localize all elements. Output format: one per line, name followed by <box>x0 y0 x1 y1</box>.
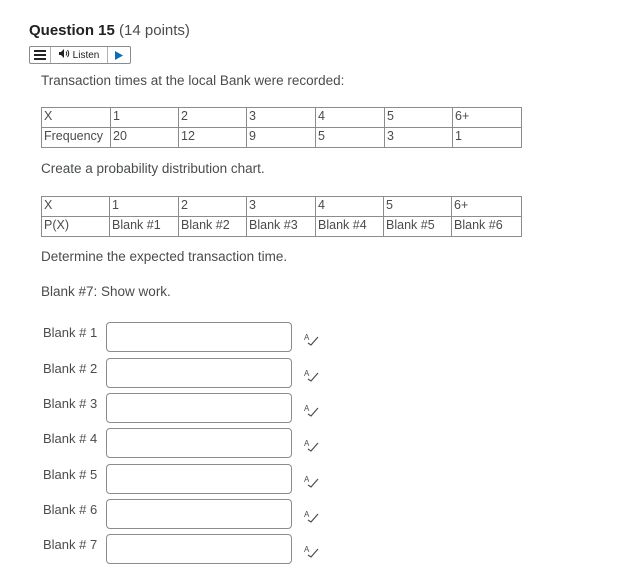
table-cell: 3 <box>385 128 453 148</box>
blank-label-6: Blank # 6 <box>43 502 98 517</box>
listen-toolbar <box>29 46 131 64</box>
spellcheck-icon[interactable] <box>303 438 319 452</box>
spellcheck-icon[interactable] <box>303 332 319 346</box>
table-cell: P(X) <box>42 217 110 237</box>
svg-text:A: A <box>304 510 310 519</box>
table-cell: 4 <box>316 108 385 128</box>
table-cell: Blank #5 <box>384 217 452 237</box>
svg-text:A: A <box>304 439 310 448</box>
instruction-show-work: Blank #7: Show work. <box>41 284 171 299</box>
blank-label-4: Blank # 4 <box>43 431 98 446</box>
table-cell: 20 <box>111 128 179 148</box>
probability-table <box>41 196 522 237</box>
table-cell: 6+ <box>453 108 522 128</box>
table-cell: Frequency <box>42 128 111 148</box>
instruction-distribution: Create a probability distribution chart. <box>41 161 265 176</box>
table-cell: 1 <box>110 197 179 217</box>
table-cell: 9 <box>247 128 316 148</box>
spellcheck-icon[interactable] <box>303 403 319 417</box>
question-points: (14 points) <box>119 22 190 39</box>
instruction-expected: Determine the expected transaction time. <box>41 249 288 264</box>
frequency-table <box>41 107 522 148</box>
table-cell: Blank #4 <box>316 217 384 237</box>
svg-text:A: A <box>304 545 310 554</box>
table-cell: X <box>42 108 111 128</box>
table-cell: 4 <box>316 197 384 217</box>
spellcheck-icon[interactable] <box>303 368 319 382</box>
table-cell: X <box>42 197 110 217</box>
blank-label-2: Blank # 2 <box>43 361 98 376</box>
listen-label: Listen <box>72 49 100 61</box>
table-cell: Blank #1 <box>110 217 179 237</box>
table-row <box>42 197 522 217</box>
table-cell: Blank #2 <box>179 217 247 237</box>
blank-input-7[interactable] <box>106 534 292 564</box>
table-row <box>42 108 522 128</box>
listen-button[interactable] <box>51 47 108 63</box>
table-cell: Blank #6 <box>452 217 522 237</box>
svg-text:A: A <box>304 404 310 413</box>
blank-input-4[interactable] <box>106 428 292 458</box>
table-row <box>42 217 522 237</box>
blank-input-6[interactable] <box>106 499 292 529</box>
blank-input-5[interactable] <box>106 464 292 494</box>
blank-input-2[interactable] <box>106 358 292 388</box>
blank-input-1[interactable] <box>106 322 292 352</box>
table-cell: 1 <box>453 128 522 148</box>
blank-label-5: Blank # 5 <box>43 467 98 482</box>
table-cell: 3 <box>247 197 316 217</box>
svg-text:A: A <box>304 333 310 342</box>
table-cell: 2 <box>179 108 247 128</box>
table-cell: 12 <box>179 128 247 148</box>
question-number: Question 15 <box>29 22 115 39</box>
play-icon[interactable] <box>108 51 130 60</box>
table-cell: 1 <box>111 108 179 128</box>
blank-label-1: Blank # 1 <box>43 325 98 340</box>
speaker-icon <box>59 49 70 61</box>
svg-text:A: A <box>304 369 310 378</box>
svg-text:A: A <box>304 475 310 484</box>
blank-label-7: Blank # 7 <box>43 537 98 552</box>
blank-label-3: Blank # 3 <box>43 396 98 411</box>
table-cell: Blank #3 <box>247 217 316 237</box>
table-cell: 5 <box>316 128 385 148</box>
question-title <box>29 22 190 39</box>
table-cell: 5 <box>385 108 453 128</box>
table-cell: 6+ <box>452 197 522 217</box>
table-cell: 3 <box>247 108 316 128</box>
table-cell: 5 <box>384 197 452 217</box>
spellcheck-icon[interactable] <box>303 474 319 488</box>
spellcheck-icon[interactable] <box>303 509 319 523</box>
hamburger-menu-icon[interactable] <box>30 47 51 63</box>
blank-input-3[interactable] <box>106 393 292 423</box>
table-row <box>42 128 522 148</box>
table-cell: 2 <box>179 197 247 217</box>
spellcheck-icon[interactable] <box>303 544 319 558</box>
prompt-text: Transaction times at the local Bank were recorded: <box>41 73 345 88</box>
